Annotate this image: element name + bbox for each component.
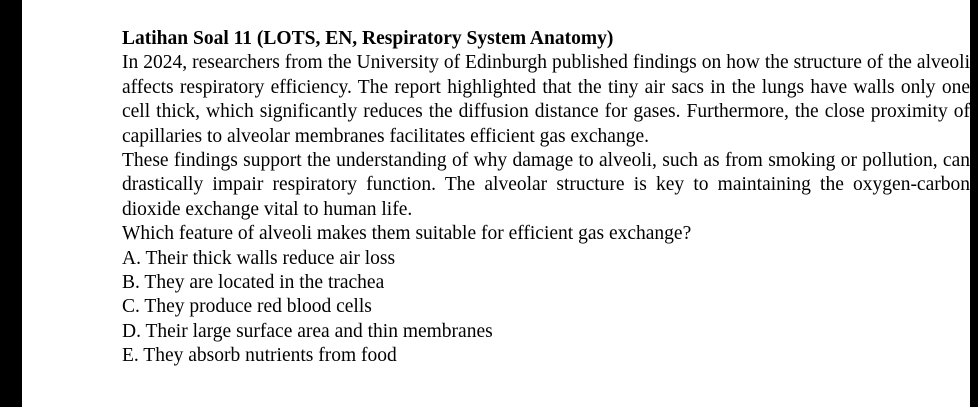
option-e: E. They absorb nutrients from food [122, 345, 397, 367]
option-c: C. They produce red blood cells [122, 296, 372, 318]
question-text: Which feature of alveoli makes them suitable for efficient gas exchange? [122, 223, 692, 245]
left-dark-margin [0, 0, 22, 407]
right-dark-margin [970, 0, 978, 407]
passage-paragraph-2: These findings support the understanding of why damage to alveoli, such as from smoking or pollution, can drastically impair respiratory function. The alveolar structure is key to maintaining the oxygen-carbon dioxide exchange vital to human life. [122, 150, 970, 220]
answer-options [122, 247, 970, 369]
passage-paragraph-1: In 2024, researchers from the University of Edinburgh published findings on how the structure of the alveoli affects respiratory efficiency. The report highlighted that the tiny air sacs in the lungs have walls only one cell thick, which significantly reduces the diffusion distance for gases. Furthermore, the close proximity of capillaries to alveolar membranes facilitates efficient gas exchange. [122, 52, 970, 147]
question-document [122, 27, 970, 369]
option-d: D. Their large surface area and thin membranes [122, 320, 493, 342]
option-b: B. They are located in the trachea [122, 272, 385, 294]
document-title: Latihan Soal 11 (LOTS, EN, Respiratory System Anatomy) [122, 28, 614, 49]
option-a: A. Their thick walls reduce air loss [122, 247, 396, 269]
